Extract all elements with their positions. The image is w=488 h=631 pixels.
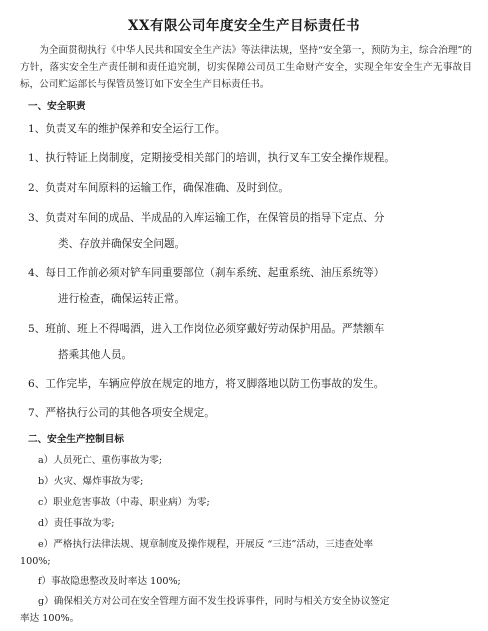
intro-paragraph: 为全面贯彻执行《中华人民共和国安全生产法》等法律法规，坚持“安全第一，预防为主，综合治理”的方针，落实安全生产责任制和责任追究制，切实保障公司员工生命财产安全，实现全年安全生产无事故目标，公司贮运部长与保管员签订如下安全生产目标责任书。 — [20, 45, 472, 90]
duty-item: 5、班前、班上不得喝酒，进入工作岗位必须穿戴好劳动保护用品。严禁额车 — [28, 323, 385, 335]
duty-item: 6、工作完毕，车辆应停放在规定的地方，将叉脚落地以防工伤事故的发生。 — [28, 378, 385, 390]
target-item: f）事故隐患整改及时率达 100%; — [38, 576, 181, 587]
document-title: XX有限公司年度安全生产目标责任书 — [128, 18, 360, 34]
target-item: e）严格执行法律法规、规章制度及操作规程，开展反 “三违”活动，三违查处率 — [38, 539, 374, 550]
section-1-heading: 一、安全职责 — [28, 101, 86, 112]
target-item: d）责任事故为零; — [38, 518, 115, 529]
target-item: c）职业危害事故（中毒、职业病）为零; — [38, 497, 210, 508]
target-item-continuation: 100%; — [20, 556, 51, 567]
target-item: g）确保相关方对公司在安全管理方面不发生投诉事件，同时与相关方安全协议签定 — [38, 596, 390, 607]
duty-item: 3、负责对车间的成品、半成品的入库运输工作，在保管员的指导下定点、分 — [28, 212, 385, 224]
target-item: b）火灾、爆炸事故为零; — [38, 476, 144, 487]
duty-item: 1、执行特证上岗制度，定期接受相关部门的培训，执行叉车工安全操作规程。 — [28, 152, 395, 164]
duty-item: 4、每日工作前必须对铲车同重要部位（刹车系统、起重系统、油压系统等） — [28, 267, 385, 279]
target-item: a）人员死亡、重伤事故为零; — [38, 455, 163, 466]
target-item-continuation: 率达 100%。 — [20, 613, 80, 624]
duty-item-continuation: 搭乘其他人员。 — [58, 349, 133, 361]
section-2-heading: 二、安全生产控制目标 — [28, 434, 124, 445]
duty-item: 1、负责叉车的维护保养和安全运行工作。 — [28, 123, 226, 135]
duty-item: 7、严格执行公司的其他各项安全规定。 — [28, 407, 215, 419]
duty-item-continuation: 进行检查，确保运转正常。 — [58, 293, 186, 305]
duty-item-continuation: 类、存放并确保安全问题。 — [58, 238, 186, 250]
duty-item: 2、负责对车间原料的运输工作，确保准确、及时到位。 — [28, 182, 289, 194]
